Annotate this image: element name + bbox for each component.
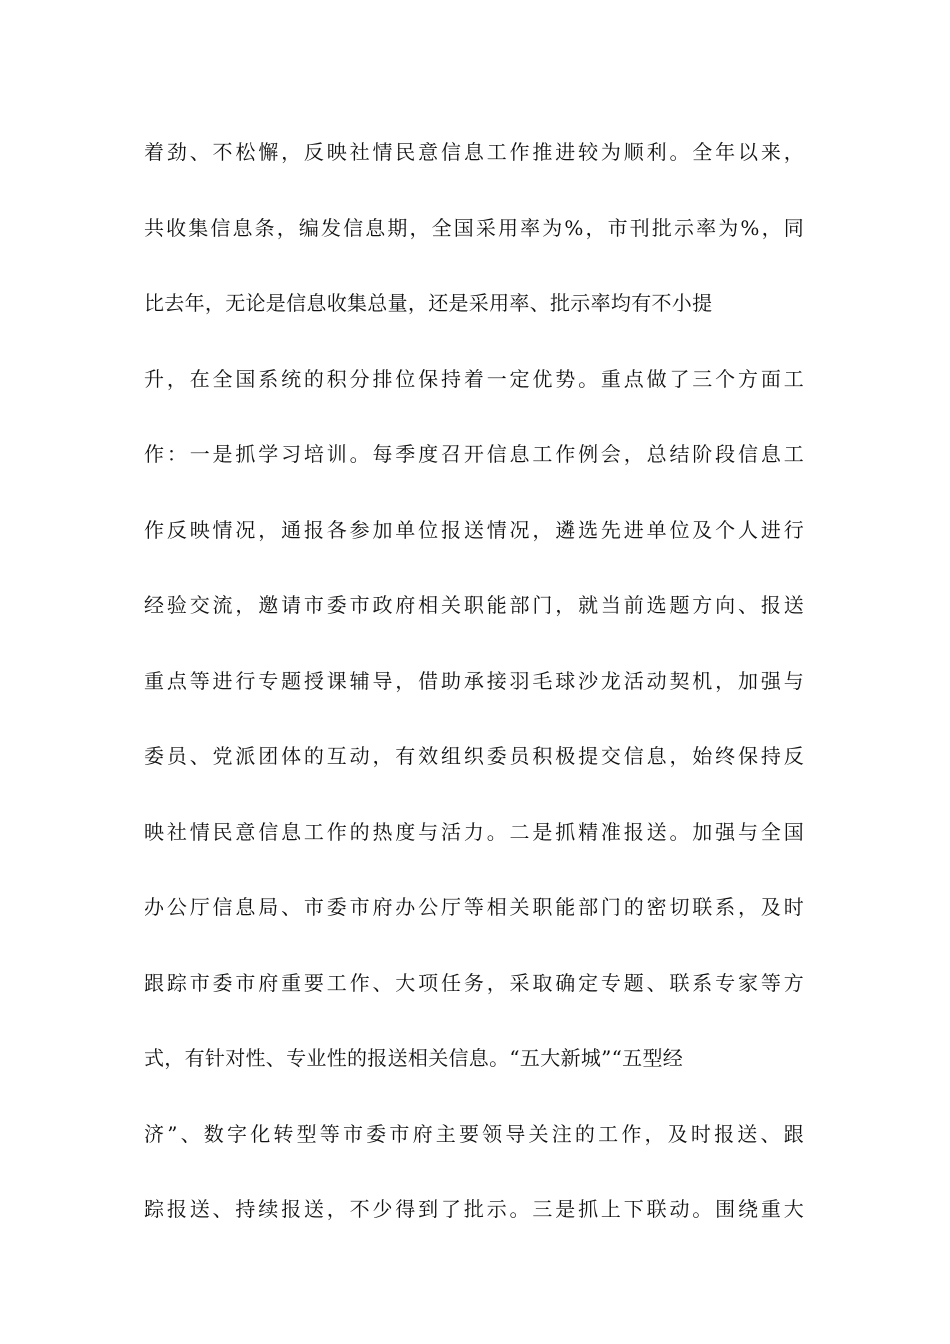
text-line: 比去年，无论是信息收集总量，还是采用率、批示率均有不小提 xyxy=(144,291,713,315)
text-line: 重点等进行专题授课辅导，借助承接羽毛球沙龙活动契机，加强与 xyxy=(144,668,804,693)
text-line: 经验交流，邀请市委市政府相关职能部门，就当前选题方向、报送 xyxy=(144,593,804,617)
text-line: 共收集信息条，编发信息期，全国采用率为%，市刊批示率为%，同 xyxy=(144,215,804,240)
body-text xyxy=(144,134,804,1267)
text-line: 作：一是抓学习培训。每季度召开信息工作例会，总结阶段信息工 xyxy=(144,442,804,466)
text-line: 委员、党派团体的互动，有效组织委员积极提交信息，始终保持反 xyxy=(144,744,804,768)
text-line: 式，有针对性、专业性的报送相关信息。“五大新城”“五型经 xyxy=(144,1046,684,1070)
text-line: 升，在全国系统的积分排位保持着一定优势。重点做了三个方面工 xyxy=(144,366,804,391)
text-line: 着劲、不松懈，反映社情民意信息工作推进较为顺利。全年以来， xyxy=(144,140,804,164)
text-line: 映社情民意信息工作的热度与活力。二是抓精准报送。加强与全国 xyxy=(144,819,804,844)
text-line: 济”、数字化转型等市委市府主要领导关注的工作，及时报送、跟 xyxy=(144,1121,804,1146)
text-line: 踪报送、持续报送，不少得到了批示。三是抓上下联动。围绕重大 xyxy=(144,1197,804,1221)
text-line: 作反映情况，通报各参加单位报送情况，遴选先进单位及个人进行 xyxy=(144,517,804,542)
text-line: 办公厅信息局、市委市府办公厅等相关职能部门的密切联系，及时 xyxy=(144,895,804,919)
text-line: 跟踪市委市府重要工作、大项任务，采取确定专题、联系专家等方 xyxy=(144,970,804,995)
